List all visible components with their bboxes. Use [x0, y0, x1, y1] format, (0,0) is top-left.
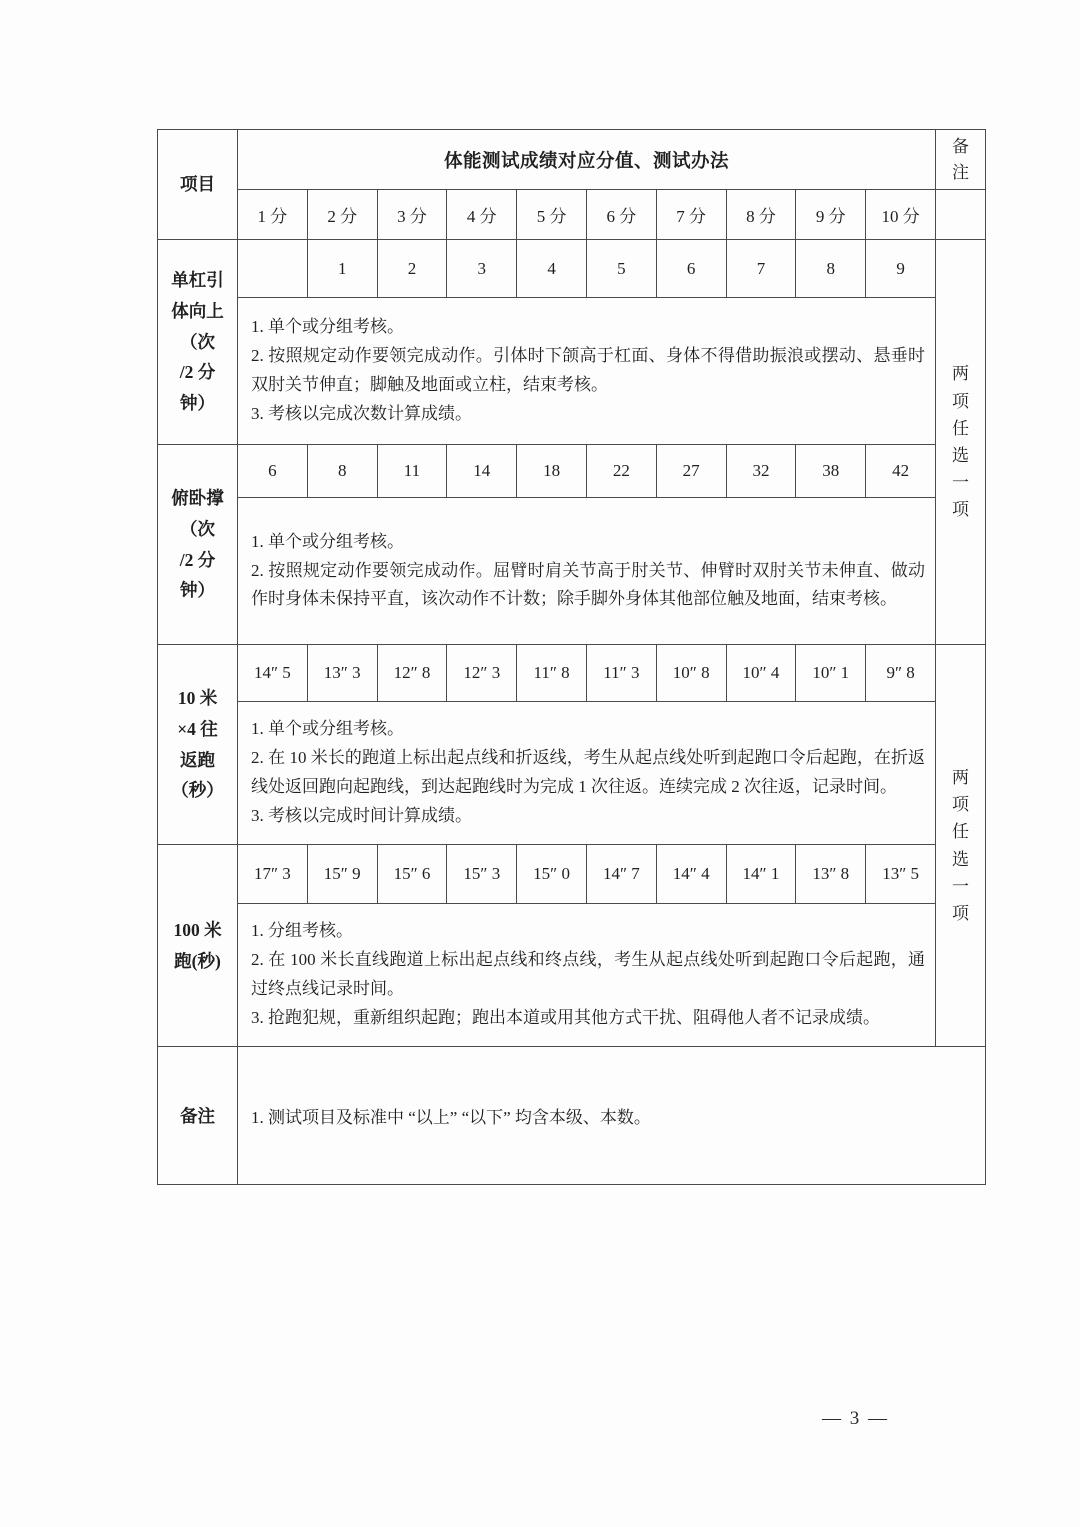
- method-line: 2. 按照规定动作要领完成动作。引体时下颌高于杠面、身体不得借助振浪或摆动、悬垂时双肘关节伸直；脚触及地面或立柱，结束考核。: [251, 346, 926, 394]
- value-cell: 15″ 6: [377, 845, 447, 904]
- value-cell: 11″ 8: [517, 645, 587, 702]
- score-header-6: 6 分: [586, 190, 656, 240]
- value-cell: 10″ 8: [656, 645, 726, 702]
- value-cell: 9″ 8: [866, 645, 936, 702]
- value-cell: [238, 240, 308, 298]
- value-cell: 38: [796, 445, 866, 498]
- value-cell: 22: [586, 445, 656, 498]
- method-cell-shuttle-run: [238, 702, 936, 845]
- value-cell: 14″ 7: [586, 845, 656, 904]
- value-cell: 5: [586, 240, 656, 298]
- remark-header-cell: [936, 130, 986, 190]
- method-line: 2. 在 10 米长的跑道上标出起点线和折返线，考生从起点线处听到起跑口令后起跑，在折返线处返回跑向起跑线，到达起跑线时为完成 1 次往返。连续完成 2 次往返，记录时间。: [251, 748, 926, 796]
- footer-remark-note: 1. 测试项目及标准中 “以上” “以下” 均含本级、本数。: [251, 1108, 651, 1127]
- remark-select-cell-1: [936, 240, 986, 645]
- value-cell: 8: [307, 445, 377, 498]
- method-line: 1. 单个或分组考核。: [251, 719, 404, 739]
- value-cell: 6: [656, 240, 726, 298]
- value-cell: 15″ 0: [517, 845, 587, 904]
- value-cell: 32: [726, 445, 796, 498]
- value-cell: 10″ 1: [796, 645, 866, 702]
- page-number: — 3 —: [822, 1408, 889, 1429]
- value-cell: 15″ 9: [307, 845, 377, 904]
- footer-remark-note-cell: [238, 1047, 986, 1185]
- value-cell: 27: [656, 445, 726, 498]
- method-line: 2. 按照规定动作要领完成动作。屈臂时肩关节高于肘关节、伸臂时双肘关节未伸直、做动作时身体未保持平直，该次动作不计数；除手脚外身体其他部位触及地面，结束考核。: [251, 560, 926, 609]
- method-line: 3. 抢跑犯规，重新组织起跑；跑出本道或用其他方式干扰、阻碍他人者不记录成绩。: [251, 1007, 880, 1027]
- remark-select-note: 两项任选一项: [952, 364, 970, 520]
- item-name-shuttle-run: 10 米 ×4 往 返跑 （秒）: [158, 645, 238, 845]
- value-cell: 11: [377, 445, 447, 498]
- value-cell: 3: [447, 240, 517, 298]
- remark-header-label: 备注: [952, 137, 970, 182]
- item-name-pushups: 俯卧撑 （次 /2 分 钟）: [158, 445, 238, 645]
- value-cell: 12″ 3: [447, 645, 517, 702]
- value-cell: 42: [866, 445, 936, 498]
- value-cell: 7: [726, 240, 796, 298]
- method-line: 1. 单个或分组考核。: [251, 317, 404, 337]
- value-cell: 13″ 5: [866, 845, 936, 904]
- score-header-3: 3 分: [377, 190, 447, 240]
- value-cell: 13″ 3: [307, 645, 377, 702]
- value-cell: 14″ 4: [656, 845, 726, 904]
- method-line: 2. 在 100 米长直线跑道上标出起点线和终点线，考生从起点线处听到起跑口令后起跑，通过终点线记录时间。: [251, 950, 926, 998]
- score-header-8: 8 分: [726, 190, 796, 240]
- score-header-1: 1 分: [238, 190, 308, 240]
- value-cell: 14″ 1: [726, 845, 796, 904]
- score-header-10: 10 分: [866, 190, 936, 240]
- project-header-label: 项目: [180, 174, 215, 195]
- value-cell: 18: [517, 445, 587, 498]
- value-cell: 10″ 4: [726, 645, 796, 702]
- method-cell-100m-run: [238, 904, 936, 1047]
- footer-remark-label-cell: [158, 1047, 238, 1185]
- score-header-4: 4 分: [447, 190, 517, 240]
- value-cell: 8: [796, 240, 866, 298]
- value-cell: 9: [866, 240, 936, 298]
- value-cell: 1: [307, 240, 377, 298]
- value-cell: 13″ 8: [796, 845, 866, 904]
- value-cell: 6: [238, 445, 308, 498]
- table-title: 体能测试成绩对应分值、测试办法: [444, 151, 730, 172]
- score-header-7: 7 分: [656, 190, 726, 240]
- value-cell: 15″ 3: [447, 845, 517, 904]
- fitness-test-table: [157, 129, 986, 1185]
- method-cell-pullups: [238, 298, 936, 445]
- score-header-2: 2 分: [307, 190, 377, 240]
- value-cell: 11″ 3: [586, 645, 656, 702]
- item-name-100m-run: 100 米 跑(秒): [158, 845, 238, 1047]
- score-header-5: 5 分: [517, 190, 587, 240]
- method-cell-pushups: [238, 498, 936, 645]
- remark-select-note: 两项任选一项: [952, 767, 970, 923]
- footer-remark-label: 备注: [180, 1106, 215, 1126]
- method-line: 3. 考核以完成时间计算成绩。: [251, 805, 472, 825]
- table-title-cell: [238, 130, 936, 190]
- value-cell: 14″ 5: [238, 645, 308, 702]
- value-cell: 12″ 8: [377, 645, 447, 702]
- score-header-9: 9 分: [796, 190, 866, 240]
- project-header-cell: [158, 130, 238, 240]
- value-cell: 17″ 3: [238, 845, 308, 904]
- method-line: 3. 考核以完成次数计算成绩。: [251, 403, 472, 423]
- value-cell: 14: [447, 445, 517, 498]
- item-name-pullups: 单杠引 体向上 （次 /2 分 钟）: [158, 240, 238, 445]
- remark-empty-cell: [936, 190, 986, 240]
- value-cell: 2: [377, 240, 447, 298]
- method-line: 1. 单个或分组考核。: [251, 531, 404, 551]
- value-cell: 4: [517, 240, 587, 298]
- method-line: 1. 分组考核。: [251, 921, 353, 941]
- remark-select-cell-2: [936, 645, 986, 1047]
